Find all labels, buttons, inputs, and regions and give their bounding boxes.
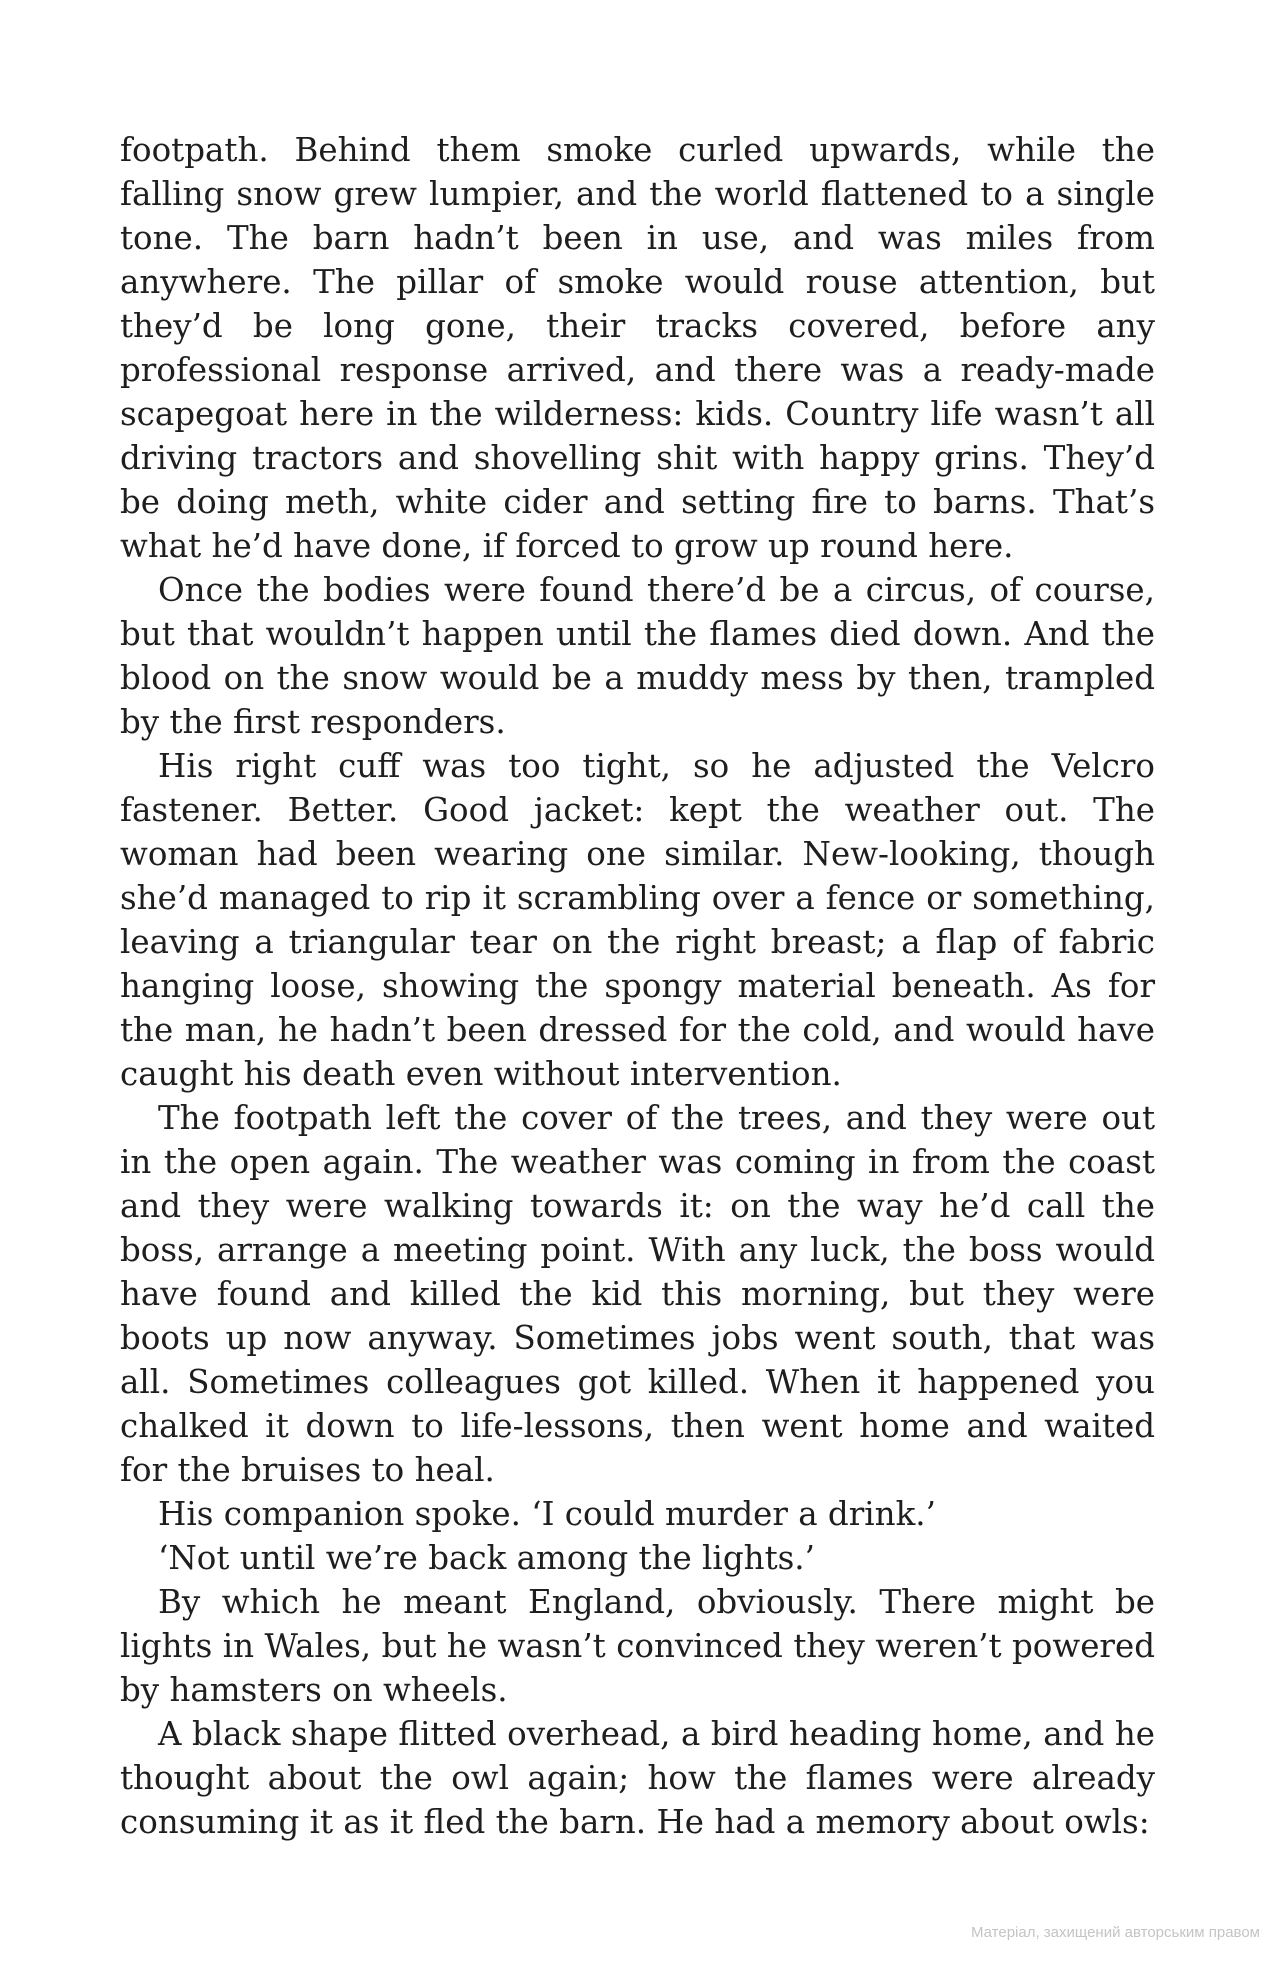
paragraph-8: A black shape flitted overhead, a bird heading home, and he thought about the owl again; how the flames were already consuming it as it fled the barn. He had a memory about owls: <box>120 1715 1155 1841</box>
paragraph-1: footpath. Behind them smoke curled upwards, while the falling snow grew lumpier, and the world flattened to a single tone. The barn hadn’t been in use, and was miles from anywhere. The pillar of smoke would rouse attention, but they’d be long gone, their tracks covered, before any professional response arrived, and there was a ready-made scapegoat here in the wilderness: kids. Country life wasn’t all driving tractors and shovelling shit with happy grins. They’d be doing meth, white cider and setting fire to barns. That’s what he’d have done, if forced to grow up round here. <box>120 131 1155 565</box>
paragraph-4: The footpath left the cover of the trees, and they were out in the open again. The weather was coming in from the coast and they were walking towards it: on the way he’d call the boss, arrange a meeting point. With any luck, the boss would have found and killed the kid this morning, but they were boots up now anyway. Sometimes jobs went south, that was all. Sometimes colleagues got killed. When it happened you chalked it down to life-lessons, then went home and waited for the bruises to heal. <box>120 1099 1155 1489</box>
book-page-text <box>120 128 1155 1844</box>
paragraph-7: By which he meant England, obviously. There might be lights in Wales, but he wasn’t convinced they weren’t powered by hamsters on wheels. <box>120 1583 1155 1709</box>
paragraph-6: ‘Not until we’re back among the lights.’ <box>158 1539 815 1577</box>
paragraph-2: Once the bodies were found there’d be a circus, of course, but that wouldn’t happen until the flames died down. And the blood on the snow would be a muddy mess by then, trampled by the first responders. <box>120 571 1155 741</box>
paragraph-3: His right cuff was too tight, so he adjusted the Velcro fastener. Better. Good jacket: kept the weather out. The woman had been wearing one similar. New-looking, though she’d managed to rip it scrambling over a fence or something, leaving a triangular tear on the right breast; a flap of fabric hanging loose, showing the spongy material beneath. As for the man, he hadn’t been dressed for the cold, and would have caught his death even without intervention. <box>120 747 1155 1093</box>
paragraph-5: His companion spoke. ‘I could murder a drink.’ <box>158 1495 936 1533</box>
copyright-watermark: Матеріал, захищений авторським правом <box>970 1924 1260 1941</box>
